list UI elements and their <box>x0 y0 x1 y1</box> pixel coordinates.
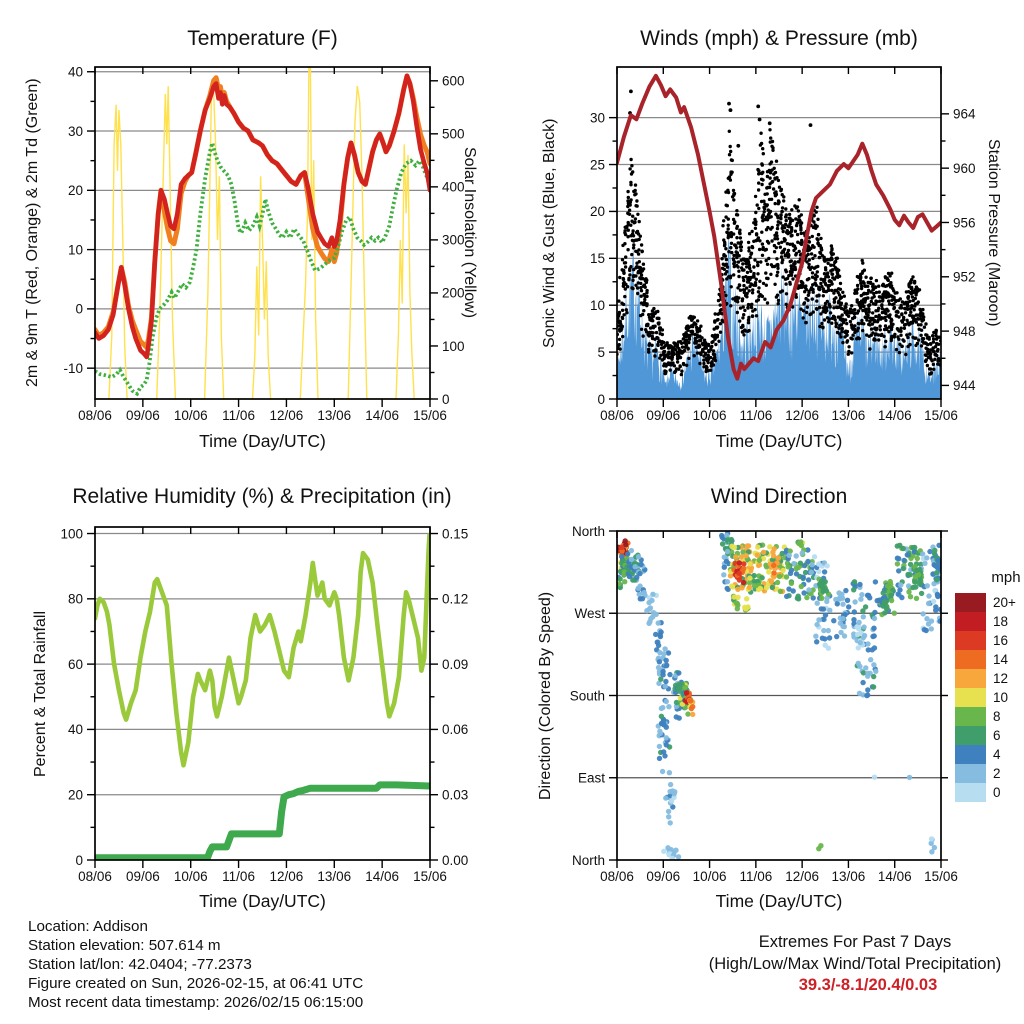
station-metadata <box>28 917 363 1012</box>
svg-text:10: 10 <box>993 690 1009 706</box>
svg-text:10/06: 10/06 <box>173 869 208 884</box>
svg-text:25: 25 <box>589 157 605 173</box>
wind-direction-chart <box>512 465 1024 925</box>
svg-text:15/06: 15/06 <box>924 408 958 423</box>
svg-text:12: 12 <box>993 671 1009 687</box>
svg-text:6: 6 <box>993 728 1001 744</box>
svg-text:0: 0 <box>75 301 83 317</box>
ylabel-pressure-right: Station Pressure (Maroon) <box>985 139 1002 327</box>
svg-text:South: South <box>569 688 605 704</box>
svg-text:14/06: 14/06 <box>365 869 400 884</box>
svg-text:14/06: 14/06 <box>877 869 912 884</box>
svg-text:14: 14 <box>993 652 1009 668</box>
panel-title-winds-pressure: Winds (mph) & Pressure (mb) <box>640 27 918 50</box>
svg-text:11/06: 11/06 <box>222 408 255 423</box>
svg-text:13/06: 13/06 <box>831 869 866 884</box>
svg-text:0.00: 0.00 <box>442 852 469 868</box>
svg-text:8: 8 <box>993 709 1001 725</box>
svg-text:300: 300 <box>442 232 465 248</box>
svg-text:East: East <box>577 770 605 786</box>
panel-title-rh-precip: Relative Humidity (%) & Precipitation (in) <box>72 485 452 508</box>
svg-text:13/06: 13/06 <box>831 408 866 423</box>
svg-text:100: 100 <box>60 526 83 542</box>
svg-text:0: 0 <box>442 391 450 407</box>
svg-text:North: North <box>571 852 605 868</box>
svg-text:08/06: 08/06 <box>600 869 634 884</box>
ylabel-direction: Direction (Colored By Speed) <box>537 591 554 800</box>
svg-text:964: 964 <box>953 106 976 122</box>
svg-text:40: 40 <box>67 64 83 80</box>
svg-text:40: 40 <box>67 722 83 738</box>
svg-text:12/06: 12/06 <box>269 869 304 884</box>
svg-text:20: 20 <box>67 183 83 199</box>
svg-text:2: 2 <box>993 766 1001 782</box>
most-recent-data-timestamp: Most recent data timestamp: 2026/02/15 06:15:00 <box>28 994 364 1011</box>
figure-created-timestamp: Figure created on Sun, 2026-02-15, at 06:41 UTC <box>28 975 364 992</box>
svg-text:400: 400 <box>442 179 465 195</box>
svg-text:10/06: 10/06 <box>692 869 727 884</box>
svg-text:13/06: 13/06 <box>317 408 352 423</box>
station-location: Location: Addison <box>28 918 148 935</box>
speed-colorbar <box>955 569 1021 802</box>
svg-text:0.06: 0.06 <box>442 722 469 738</box>
svg-text:11/06: 11/06 <box>739 869 773 884</box>
svg-text:5: 5 <box>597 344 605 360</box>
axis-ticks <box>63 65 464 423</box>
svg-text:952: 952 <box>953 269 976 285</box>
xlabel-direction: Time (Day/UTC) <box>715 891 843 911</box>
svg-text:200: 200 <box>442 285 465 301</box>
svg-text:09/06: 09/06 <box>125 408 160 423</box>
svg-text:09/06: 09/06 <box>646 869 681 884</box>
svg-text:15: 15 <box>589 251 605 267</box>
svg-text:15/06: 15/06 <box>413 408 447 423</box>
svg-text:0.12: 0.12 <box>442 591 469 607</box>
plot-data <box>95 535 430 858</box>
svg-text:16: 16 <box>993 633 1009 649</box>
svg-text:20: 20 <box>67 787 83 803</box>
gridlines <box>95 534 430 795</box>
svg-text:10/06: 10/06 <box>173 408 208 423</box>
svg-text:30: 30 <box>67 123 83 139</box>
extremes-subtitle: (High/Low/Max Wind/Total Precipitation) <box>708 954 1002 973</box>
svg-text:09/06: 09/06 <box>646 408 681 423</box>
svg-text:60: 60 <box>67 656 83 672</box>
xlabel-winds: Time (Day/UTC) <box>715 431 843 451</box>
svg-text:80: 80 <box>67 591 83 607</box>
svg-text:10/06: 10/06 <box>692 408 727 423</box>
svg-text:10: 10 <box>67 242 83 258</box>
svg-text:08/06: 08/06 <box>78 869 112 884</box>
panel-title-wind-direction: Wind Direction <box>710 485 848 508</box>
svg-text:100: 100 <box>442 338 465 354</box>
svg-text:20: 20 <box>589 204 605 220</box>
svg-text:600: 600 <box>442 73 465 89</box>
xlabel-rh: Time (Day/UTC) <box>199 891 326 911</box>
extremes-block <box>690 932 1020 997</box>
svg-text:0: 0 <box>75 852 83 868</box>
winds-pressure-chart <box>512 0 1024 465</box>
svg-text:10: 10 <box>589 298 605 314</box>
svg-text:15/06: 15/06 <box>924 869 958 884</box>
svg-text:960: 960 <box>953 160 976 176</box>
svg-text:20+: 20+ <box>993 595 1016 611</box>
svg-text:13/06: 13/06 <box>317 869 352 884</box>
svg-text:12/06: 12/06 <box>785 408 820 423</box>
svg-text:14/06: 14/06 <box>877 408 912 423</box>
temperature-chart <box>0 0 512 465</box>
svg-text:11/06: 11/06 <box>739 408 773 423</box>
svg-text:500: 500 <box>442 126 465 142</box>
svg-text:4: 4 <box>993 747 1001 763</box>
panel-title-temperature: Temperature (F) <box>187 27 338 50</box>
svg-text:12/06: 12/06 <box>785 869 820 884</box>
svg-text:12/06: 12/06 <box>269 408 304 423</box>
humidity-precip-chart <box>0 465 512 925</box>
station-latlon: Station lat/lon: 42.0404; -77.2373 <box>28 956 252 973</box>
svg-text:948: 948 <box>953 323 976 339</box>
plot-data <box>95 68 430 399</box>
station-elevation: Station elevation: 507.614 m <box>28 937 221 954</box>
extremes-values: 39.3/-8.1/20.4/0.03 <box>798 976 938 994</box>
svg-text:West: West <box>574 606 605 622</box>
svg-text:-10: -10 <box>63 360 83 376</box>
svg-text:0: 0 <box>993 785 1001 801</box>
svg-text:0.15: 0.15 <box>442 526 469 542</box>
svg-text:15/06: 15/06 <box>413 869 447 884</box>
plot-frame <box>95 527 430 860</box>
extremes-title: Extremes For Past 7 Days <box>758 933 952 951</box>
ylabel-solar-right: Solar Insolation (Yellow) <box>461 147 478 319</box>
ylabel-percent-rainfall: Percent & Total Rainfall <box>32 610 49 777</box>
svg-text:North: North <box>571 523 605 539</box>
svg-text:944: 944 <box>953 378 976 394</box>
svg-text:11/06: 11/06 <box>222 869 255 884</box>
svg-text:956: 956 <box>953 215 976 231</box>
svg-text:08/06: 08/06 <box>600 408 634 423</box>
xlabel-temperature: Time (Day/UTC) <box>199 431 326 451</box>
svg-text:09/06: 09/06 <box>125 869 160 884</box>
plot-data <box>614 76 944 399</box>
ylabel-temperature-left: 2m & 9m T (Red, Orange) & 2m Td (Green) <box>24 78 41 388</box>
svg-text:18: 18 <box>993 614 1009 630</box>
svg-text:30: 30 <box>589 110 605 126</box>
svg-text:mph: mph <box>991 569 1021 586</box>
svg-text:08/06: 08/06 <box>78 408 112 423</box>
ylabel-wind-left: Sonic Wind & Gust (Blue, Black) <box>541 118 558 348</box>
svg-text:0: 0 <box>597 391 605 407</box>
svg-text:0.09: 0.09 <box>442 656 469 672</box>
svg-text:0.03: 0.03 <box>442 787 469 803</box>
svg-text:14/06: 14/06 <box>365 408 400 423</box>
